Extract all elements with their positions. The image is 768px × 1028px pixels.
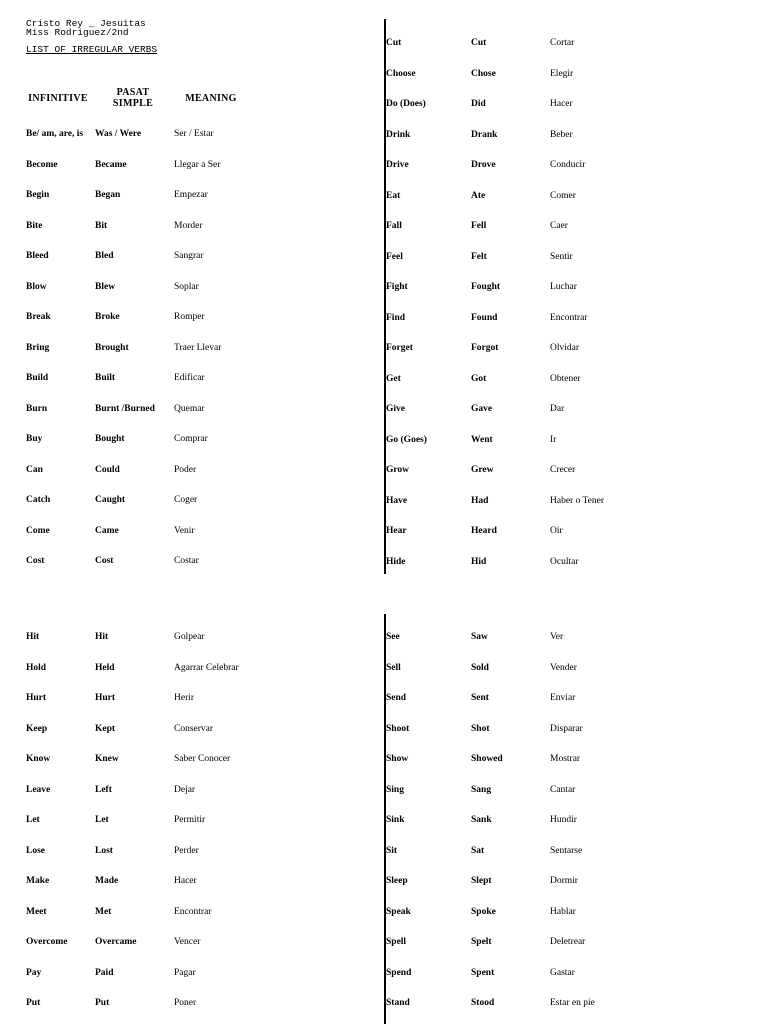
past-simple-cell: Met [95, 906, 112, 917]
past-simple-cell: Had [471, 495, 489, 506]
meaning-cell: Elegir [550, 68, 574, 79]
past-simple-cell: Fought [471, 282, 501, 292]
meaning-cell: Edificar [174, 373, 205, 383]
meaning-cell: Hablar [550, 906, 576, 917]
school-name: Cristo Rey _ Jesuitas [26, 18, 146, 29]
meaning-cell: Hundir [550, 815, 577, 825]
past-simple-cell: Went [471, 434, 493, 445]
past-simple-cell: Blew [95, 281, 116, 292]
infinitive-cell: Lose [26, 845, 45, 856]
past-simple-cell: Showed [471, 754, 503, 764]
infinitive-cell: Hold [26, 662, 47, 673]
meaning-cell: Pagar [174, 967, 196, 978]
column-header-meaning: MEANING [185, 93, 237, 104]
infinitive-cell: Hide [386, 556, 406, 567]
infinitive-cell: Eat [386, 190, 401, 201]
infinitive-cell: Come [26, 525, 50, 536]
past-simple-cell: Left [95, 784, 112, 795]
meaning-cell: Sentarse [550, 845, 583, 856]
meaning-cell: Encontrar [550, 312, 588, 323]
infinitive-cell: Feel [386, 251, 403, 262]
infinitive-cell: Hit [26, 632, 40, 642]
past-simple-cell: Kept [95, 723, 116, 734]
infinitive-cell: Make [26, 876, 50, 886]
infinitive-cell: Have [386, 495, 408, 506]
meaning-cell: Agarrar Celebrar [174, 662, 239, 673]
infinitive-cell: Sing [386, 784, 404, 795]
past-simple-cell: Spoke [471, 906, 496, 917]
past-simple-cell: Sent [471, 693, 489, 703]
meaning-cell: Permitir [174, 815, 206, 825]
infinitive-cell: Speak [386, 906, 411, 917]
meaning-cell: Luchar [550, 282, 577, 292]
past-simple-cell: Did [471, 99, 486, 109]
past-simple-cell: Broke [95, 312, 120, 322]
meaning-cell: Comer [550, 190, 576, 201]
meaning-cell: Obtener [550, 373, 581, 384]
infinitive-cell: Leave [26, 784, 51, 795]
meaning-cell: Caer [550, 221, 568, 231]
past-simple-cell: Spelt [471, 937, 492, 947]
past-simple-cell: Stood [471, 998, 495, 1008]
past-simple-cell: Sank [471, 815, 492, 825]
infinitive-cell: Catch [26, 495, 51, 505]
meaning-cell: Crecer [550, 465, 576, 475]
past-simple-cell: Built [95, 373, 116, 383]
meaning-cell: Enviar [550, 693, 576, 703]
teacher-name: Miss Rodriguez/2nd [26, 27, 129, 38]
meaning-cell: Estar en pie [550, 998, 595, 1008]
meaning-cell: Vender [550, 662, 577, 673]
meaning-cell: Dar [550, 404, 565, 414]
past-simple-cell: Shot [471, 723, 490, 734]
infinitive-cell: See [386, 632, 400, 642]
column-header-infinitive: INFINITIVE [28, 93, 88, 104]
meaning-cell: Coger [174, 495, 198, 505]
past-simple-cell: Forgot [471, 343, 499, 353]
meaning-cell: Quemar [174, 403, 205, 414]
meaning-cell: Ocultar [550, 556, 579, 567]
past-header-line2: SIMPLE [112, 98, 154, 109]
meaning-cell: Romper [174, 312, 205, 322]
meaning-cell: Cantar [550, 784, 576, 795]
infinitive-cell: Sit [386, 845, 398, 856]
meaning-cell: Gastar [550, 967, 575, 978]
past-simple-cell: Sat [471, 845, 485, 856]
infinitive-cell: Find [386, 312, 406, 323]
past-simple-cell: Grew [471, 465, 494, 475]
meaning-cell: Disparar [550, 723, 583, 734]
meaning-cell: Llegar a Ser [174, 159, 221, 170]
meaning-cell: Costar [174, 556, 199, 566]
infinitive-cell: Buy [26, 434, 43, 444]
infinitive-cell: Put [26, 998, 41, 1008]
meaning-cell: Olvidar [550, 343, 580, 353]
meaning-cell: Haber o Tener [550, 495, 605, 506]
past-simple-cell: Knew [95, 754, 119, 764]
past-simple-cell: Caught [95, 495, 126, 505]
meaning-cell: Ver [550, 632, 564, 642]
past-simple-cell: Held [95, 662, 115, 673]
past-simple-cell: Cut [471, 38, 487, 48]
past-simple-cell: Felt [471, 251, 487, 262]
past-simple-cell: Found [471, 312, 498, 323]
infinitive-cell: Pay [26, 967, 42, 978]
past-simple-cell: Put [95, 998, 110, 1008]
past-header-line1: PASAT [116, 87, 150, 98]
infinitive-cell: Do (Does) [386, 99, 426, 109]
past-simple-cell: Let [95, 815, 109, 825]
meaning-cell: Empezar [174, 190, 208, 200]
past-simple-cell: Spent [471, 967, 495, 978]
meaning-cell: Poder [174, 464, 197, 475]
past-simple-cell: Saw [471, 632, 488, 642]
infinitive-cell: Meet [26, 906, 47, 917]
past-simple-cell: Gave [471, 404, 493, 414]
meaning-cell: Soplar [174, 281, 199, 292]
infinitive-cell: Fight [386, 282, 408, 292]
meaning-cell: Ser / Estar [174, 129, 214, 139]
infinitive-cell: Cost [26, 556, 45, 566]
past-simple-cell: Brought [95, 342, 129, 353]
infinitive-cell: Forget [386, 343, 413, 353]
infinitive-cell: Bring [26, 342, 50, 353]
meaning-cell: Oir [550, 526, 563, 536]
meaning-cell: Encontrar [174, 906, 212, 917]
meaning-cell: Dejar [174, 784, 196, 795]
meaning-cell: Traer Llevar [174, 342, 222, 353]
past-simple-cell: Slept [471, 876, 492, 886]
infinitive-cell: Build [26, 373, 49, 383]
infinitive-cell: Fall [386, 221, 402, 231]
infinitive-cell: Drink [386, 129, 411, 140]
past-simple-cell: Could [95, 464, 120, 475]
meaning-cell: Dormir [550, 876, 578, 886]
past-simple-cell: Got [471, 373, 487, 384]
past-simple-cell: Came [95, 525, 119, 536]
past-simple-cell: Hit [95, 632, 109, 642]
meaning-cell: Conservar [174, 723, 214, 734]
past-simple-cell: Bled [95, 251, 114, 261]
past-simple-cell: Heard [471, 526, 497, 536]
infinitive-cell: Shoot [386, 723, 410, 734]
infinitive-cell: Stand [386, 998, 410, 1008]
infinitive-cell: Burn [26, 403, 48, 414]
meaning-cell: Venir [174, 525, 195, 536]
infinitive-cell: Drive [386, 160, 409, 170]
infinitive-cell: Grow [386, 465, 410, 475]
infinitive-cell: Break [26, 312, 51, 322]
meaning-cell: Perder [174, 845, 199, 856]
past-simple-cell: Paid [95, 967, 114, 978]
infinitive-cell: Go (Goes) [386, 434, 427, 445]
infinitive-cell: Know [26, 754, 51, 764]
past-simple-cell: Bought [95, 434, 125, 444]
past-simple-cell: Fell [471, 221, 487, 231]
infinitive-cell: Sleep [386, 876, 408, 886]
infinitive-cell: Can [26, 464, 43, 475]
meaning-cell: Comprar [174, 434, 208, 444]
meaning-cell: Deletrear [550, 937, 586, 947]
infinitive-cell: Send [386, 693, 407, 703]
meaning-cell: Poner [174, 998, 197, 1008]
meaning-cell: Hacer [174, 876, 197, 886]
past-simple-cell: Hurt [95, 693, 116, 703]
meaning-cell: Saber Conocer [174, 754, 231, 764]
meaning-cell: Sangrar [174, 251, 204, 261]
meaning-cell: Herir [174, 693, 195, 703]
column-header-past-simple [100, 87, 166, 109]
infinitive-cell: Sell [386, 662, 401, 673]
infinitive-cell: Hear [386, 526, 407, 536]
past-simple-cell: Drank [471, 129, 498, 140]
infinitive-cell: Cut [386, 38, 402, 48]
meaning-cell: Ir [550, 434, 557, 445]
past-simple-cell: Became [95, 159, 127, 170]
past-simple-cell: Lost [95, 845, 113, 856]
infinitive-cell: Give [386, 404, 405, 414]
meaning-cell: Sentir [550, 251, 573, 262]
past-simple-cell: Sang [471, 784, 492, 795]
infinitive-cell: Get [386, 373, 401, 384]
past-simple-cell: Overcame [95, 937, 137, 947]
infinitive-cell: Bite [26, 220, 43, 231]
infinitive-cell: Show [386, 754, 409, 764]
infinitive-cell: Become [26, 159, 58, 170]
infinitive-cell: Bleed [26, 251, 49, 261]
meaning-cell: Cortar [550, 38, 575, 48]
past-simple-cell: Cost [95, 556, 114, 566]
meaning-cell: Mostrar [550, 754, 581, 764]
document-title: LIST OF IRREGULAR VERBS [26, 44, 158, 55]
meaning-cell: Golpear [174, 632, 205, 642]
infinitive-cell: Hurt [26, 693, 47, 703]
past-simple-cell: Ate [471, 190, 486, 201]
past-simple-cell: Made [95, 876, 119, 886]
past-simple-cell: Hid [471, 556, 487, 567]
meaning-cell: Beber [550, 129, 573, 140]
meaning-cell: Morder [174, 220, 203, 231]
infinitive-cell: Begin [26, 190, 50, 200]
past-simple-cell: Began [95, 190, 121, 200]
infinitive-cell: Blow [26, 281, 47, 292]
past-simple-cell: Bit [95, 220, 108, 231]
infinitive-cell: Sink [386, 815, 405, 825]
meaning-cell: Vencer [174, 937, 201, 947]
infinitive-cell: Choose [386, 68, 416, 79]
infinitive-cell: Keep [26, 723, 48, 734]
infinitive-cell: Spend [386, 967, 412, 978]
past-simple-cell: Drove [471, 160, 496, 170]
past-simple-cell: Was / Were [95, 129, 142, 139]
past-simple-cell: Burnt /Burned [95, 403, 155, 414]
infinitive-cell: Be/ am, are, is [26, 129, 84, 139]
infinitive-cell: Let [26, 815, 40, 825]
infinitive-cell: Overcome [26, 937, 68, 947]
meaning-cell: Conducir [550, 160, 586, 170]
infinitive-cell: Spell [386, 937, 407, 947]
past-simple-cell: Sold [471, 662, 489, 673]
past-simple-cell: Chose [471, 68, 496, 79]
meaning-cell: Hacer [550, 99, 573, 109]
